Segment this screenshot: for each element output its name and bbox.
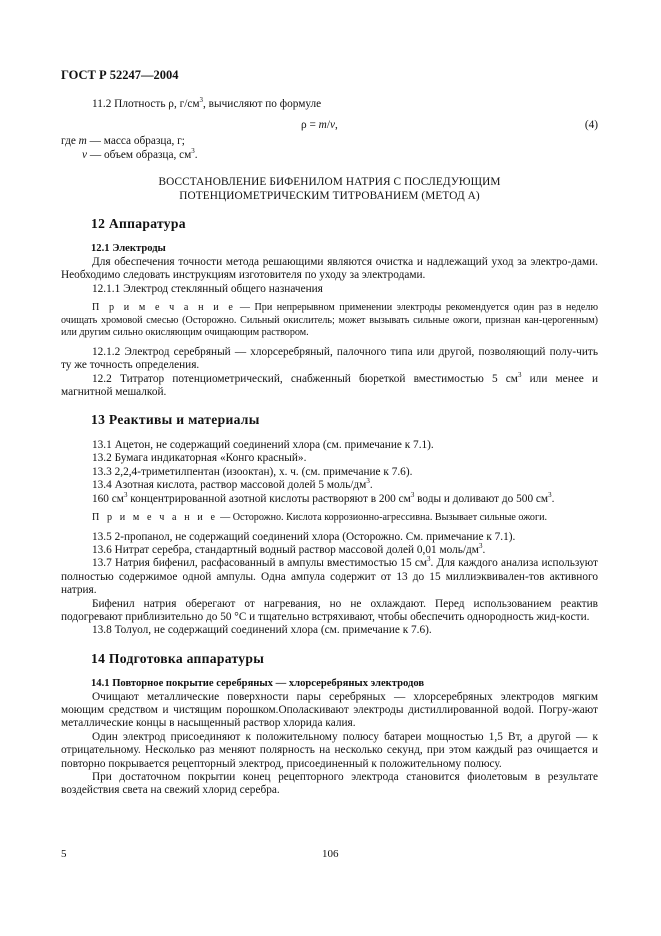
- paragraph-12-1-1: 12.1.1 Электрод стеклянный общего назначения: [92, 282, 323, 295]
- item-13-3: 13.3 2,2,4-триметилпентан (изооктан), х. ч. (см. примечание к 7.6).: [92, 465, 413, 478]
- document-code: ГОСТ Р 52247—2004: [61, 68, 179, 82]
- paragraph-14-1-b: Один электрод присоединяют к положительному полюсу батареи мощностью 1,5 Вт, а другой — к отрицательному. Несколько раз меняют полярность на несколько секунд, при этом каждый раз очищается и повторно покрывается рецепторный электрод, присоединенный к положительному полюсу.: [61, 730, 598, 770]
- paragraph-14-1-c: При достаточном покрытии конец рецепторного электрода становится фиолетовым в результате воздействия света на свежий хлорид серебра.: [61, 771, 598, 797]
- item-13-6: 13.6 Нитрат серебра, стандартный водный раствор массовой долей 0,01 моль/$дм^3$.: [92, 542, 486, 556]
- paragraph-12-2: 12.2 Титратор потенциометрический, снабженный бюреткой вместимостью 5 $см^3$ или менее и магнитной мешалкой.: [61, 370, 598, 399]
- item-13-8: 13.8 Толуол, не содержащий соединений хлора (см. примечание к 7.6).: [92, 624, 432, 637]
- formula-4: [61, 119, 598, 135]
- section-11-2: 11.2 Плотность ρ, $г/см^3$, вычисляют по формуле: [92, 96, 322, 110]
- formula-number: (4): [584, 119, 598, 132]
- paragraph-12-1: Для обеспечения точности метода решающими являются очистка и надлежащий уход за электро-дами. Необходимо следовать инструкциям изготовителя по уходу за электродами.: [61, 255, 598, 282]
- legend-volume: ν — объем образца, $см^3$.: [82, 147, 198, 161]
- footer-mark: 5: [61, 848, 67, 860]
- method-a-title: ВОССТАНОВЛЕНИЕ БИФЕНИЛОМ НАТРИЯ С ПОСЛЕДУЮЩИМ ПОТЕНЦИОМЕТРИЧЕСКИМ ТИТРОВАНИЕМ (МЕТОД А): [158, 176, 501, 202]
- density-formula: ρ = m/ν,: [301, 119, 338, 132]
- paragraph-biphenyl: Бифенил натрия оберегают от нагревания, но не охлаждают. Перед использованием реактив подогревают приблизительно до 50 °С и тщательно встряхивают, чтобы обеспечить однородность жид-кости.: [61, 597, 598, 623]
- formula-legend: [61, 135, 598, 162]
- item-13-5: 13.5 2-пропанол, не содержащий соединений хлора (Осторожно. См. примечание к 7.1).: [92, 530, 516, 543]
- section-13-title: 13 Реактивы и материалы: [91, 412, 260, 428]
- item-13-4-detail: 160 $см^3$ концентрированной азотной кислоты растворяют в 200 $см^3$ воды и доливают до 500 $см^3$.: [92, 490, 555, 505]
- legend-mass: где m — масса образца, г;: [61, 135, 185, 148]
- section-12-title: 12 Аппаратура: [91, 216, 186, 232]
- section-14-title: 14 Подготовка аппаратуры: [91, 650, 265, 666]
- paragraph-14-1-a: Очищают металлические поверхности пары серебряных — хлорсеребряных электродов мягким моющим средством и чистящим порошком.Ополаскивают электроды дистиллированной водой. Погру-жают металлические концы в насыщенный раствор хлорида калия.: [61, 690, 598, 730]
- paragraph-12-1-2: 12.1.2 Электрод серебряный — хлорсеребряный, палочного типа или другой, позволяющий полу-чить ту же точность определения.: [61, 345, 598, 372]
- note-12: П р и м е ч а н и е — При непрерывном применении электроды рекомендуется один раз в неделю очищать хромовой смесью (Осторожно. Сильный окислитель; может вызывать сильные ожоги, признан кан-церогенным) или другим сильно окисляющим очищающим раствором.: [61, 302, 598, 339]
- item-13-7: 13.7 Натрия бифенил, расфасованный в ампулы вместимостью 15 $см^3$. Для каждого анализа используют полностью содержимое одной ампулы. Одна ампула содержит от 13 до 15 миллиэквивален-тов активного натрия.: [61, 555, 598, 597]
- section-12-1-title: 12.1 Электроды: [91, 243, 166, 255]
- item-13-4: 13.4 Азотная кислота, раствор массовой долей 5 моль/$дм^3$.: [92, 477, 373, 492]
- page-number: 106: [322, 848, 339, 860]
- item-13-2: 13.2 Бумага индикаторная «Конго красный».: [92, 452, 307, 465]
- note-13: П р и м е ч а н и е — Осторожно. Кислота коррозионно-агрессивна. Вызывает сильные ожоги.: [92, 511, 548, 523]
- section-14-1-title: 14.1 Повторное покрытие серебряных — хлорсеребряных электродов: [91, 678, 425, 690]
- document-body: [61, 98, 598, 798]
- item-13-1: 13.1 Ацетон, не содержащий соединений хлора (см. примечание к 7.1).: [92, 438, 434, 451]
